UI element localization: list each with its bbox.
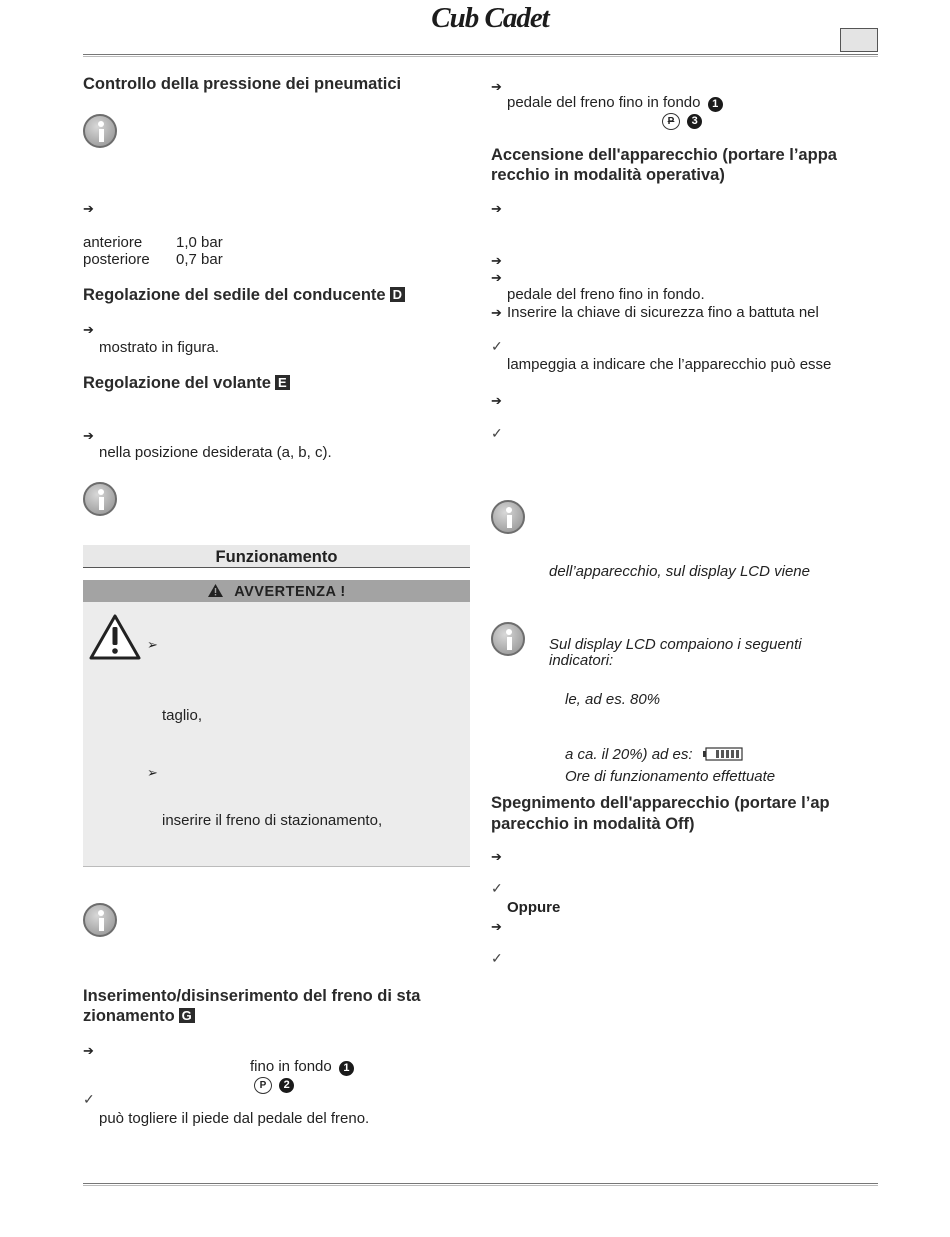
parking-brake-line1: [250, 1058, 354, 1076]
warning-box: [83, 580, 470, 867]
callout-number-3: 3: [687, 114, 702, 129]
start-line-2: Inserire la chiave di sicurezza fino a battuta nel: [507, 304, 819, 321]
info-icon: [83, 903, 117, 937]
arrow-bullet-icon: ➔: [491, 79, 502, 94]
arrow-bullet-icon: ➔: [83, 1043, 94, 1058]
parking-brake-off-icon: P: [662, 113, 680, 130]
stop-heading-line2: parecchio in modalità Off): [491, 815, 695, 833]
footer-rule: [83, 1183, 878, 1186]
seat-adjust-heading-text: Regolazione del sedile del conducente: [83, 286, 386, 304]
parking-brake-line2: può togliere il piede dal pedale del freno.: [99, 1110, 370, 1127]
figure-tag-e: E: [275, 375, 290, 390]
info-icon: [491, 500, 525, 534]
callout-number-2: 2: [279, 1078, 294, 1093]
seat-adjust-heading: [83, 285, 405, 305]
info-note-2-line4: [565, 746, 743, 763]
warning-line-2: inserire il freno di stazionamento,: [162, 812, 383, 829]
operation-section-bar: [83, 545, 470, 568]
steering-adjust-heading-text: Regolazione del volante: [83, 374, 271, 392]
battery-icon: [703, 747, 743, 761]
info-note-2-line3: le, ad es. 80%: [565, 691, 661, 708]
steering-adjust-heading: [83, 373, 290, 393]
chevron-bullet-icon: ➢: [147, 637, 158, 652]
check-icon: ✓: [491, 950, 503, 966]
info-icon: [83, 482, 117, 516]
check-icon: ✓: [491, 880, 503, 896]
figure-tag-d: D: [390, 287, 405, 302]
arrow-bullet-icon: ➔: [83, 428, 94, 443]
brand-logo: [400, 2, 580, 36]
arrow-bullet-icon: ➔: [491, 393, 502, 408]
arrow-bullet-icon: ➔: [83, 201, 94, 216]
arrow-bullet-icon: ➔: [491, 919, 502, 934]
tire-pressure-heading: Controllo della pressione dei pneumatici: [83, 75, 402, 93]
brake-pedal-line: [507, 94, 723, 112]
start-line-3: lampeggia a indicare che l’apparecchio può esse: [507, 356, 832, 373]
operation-section-title: Funzionamento: [215, 548, 338, 566]
arrow-bullet-icon: ➔: [491, 201, 502, 216]
parking-brake-heading-line2: [83, 1006, 195, 1026]
callout-number-1: 1: [708, 97, 723, 112]
parking-brake-icons: [254, 1075, 294, 1094]
warning-triangle-small-icon: [207, 583, 224, 598]
arrow-bullet-icon: ➔: [491, 270, 502, 285]
parking-brake-line1-text: fino in fondo: [250, 1058, 332, 1075]
brake-release-icons: [662, 111, 702, 130]
brake-pedal-line-text: pedale del freno fino in fondo: [507, 94, 701, 111]
stop-heading-line1: Spegnimento dell'apparecchio (portare l’ap: [491, 794, 830, 812]
info-note-2-line1: Sul display LCD compaiono i seguenti: [549, 636, 802, 653]
parking-brake-icon: P: [254, 1077, 272, 1094]
steering-adjust-text: nella posizione desiderata (a, b, c).: [99, 444, 332, 461]
brand-logo-text: Cub Cadet: [431, 2, 549, 34]
tire-rear-label: posteriore: [83, 251, 150, 268]
tire-rear-value: 0,7 bar: [176, 251, 223, 268]
check-icon: ✓: [83, 1091, 95, 1107]
warning-box-header: [83, 580, 470, 602]
warning-title: AVVERTENZA !: [234, 584, 346, 600]
arrow-bullet-icon: ➔: [491, 849, 502, 864]
tire-front-value: 1,0 bar: [176, 234, 223, 251]
info-note-2-line5: Ore di funzionamento effettuate: [565, 768, 776, 785]
start-heading-line2: recchio in modalità operativa): [491, 166, 725, 184]
arrow-bullet-icon: ➔: [491, 253, 502, 268]
figure-tag-g: G: [179, 1008, 195, 1023]
page-number-box: [840, 28, 878, 52]
info-note-2-line2: indicatori:: [549, 652, 614, 669]
info-note-2-line4-text: a ca. il 20%) ad es:: [565, 746, 693, 763]
start-heading-line1: Accensione dell'apparecchio (portare l’appa: [491, 146, 837, 164]
tire-front-label: anteriore: [83, 234, 143, 251]
check-icon: ✓: [491, 425, 503, 441]
info-icon: [491, 622, 525, 656]
info-icon: [83, 114, 117, 148]
arrow-bullet-icon: ➔: [83, 322, 94, 337]
stop-or-label: Oppure: [507, 899, 561, 916]
warning-line-1: taglio,: [162, 707, 203, 724]
parking-brake-heading-line1: Inserimento/disinserimento del freno di sta: [83, 987, 421, 1005]
info-note-1: dell’apparecchio, sul display LCD viene: [549, 563, 810, 580]
warning-triangle-icon: [89, 614, 141, 660]
parking-brake-heading-text: zionamento: [83, 1007, 175, 1025]
callout-number-1: 1: [339, 1061, 354, 1076]
check-icon: ✓: [491, 338, 503, 354]
header-rule: [83, 54, 878, 57]
chevron-bullet-icon: ➢: [147, 765, 158, 780]
arrow-bullet-icon: ➔: [491, 305, 502, 320]
start-line-1: pedale del freno fino in fondo.: [507, 286, 705, 303]
seat-adjust-text: mostrato in figura.: [99, 339, 220, 356]
